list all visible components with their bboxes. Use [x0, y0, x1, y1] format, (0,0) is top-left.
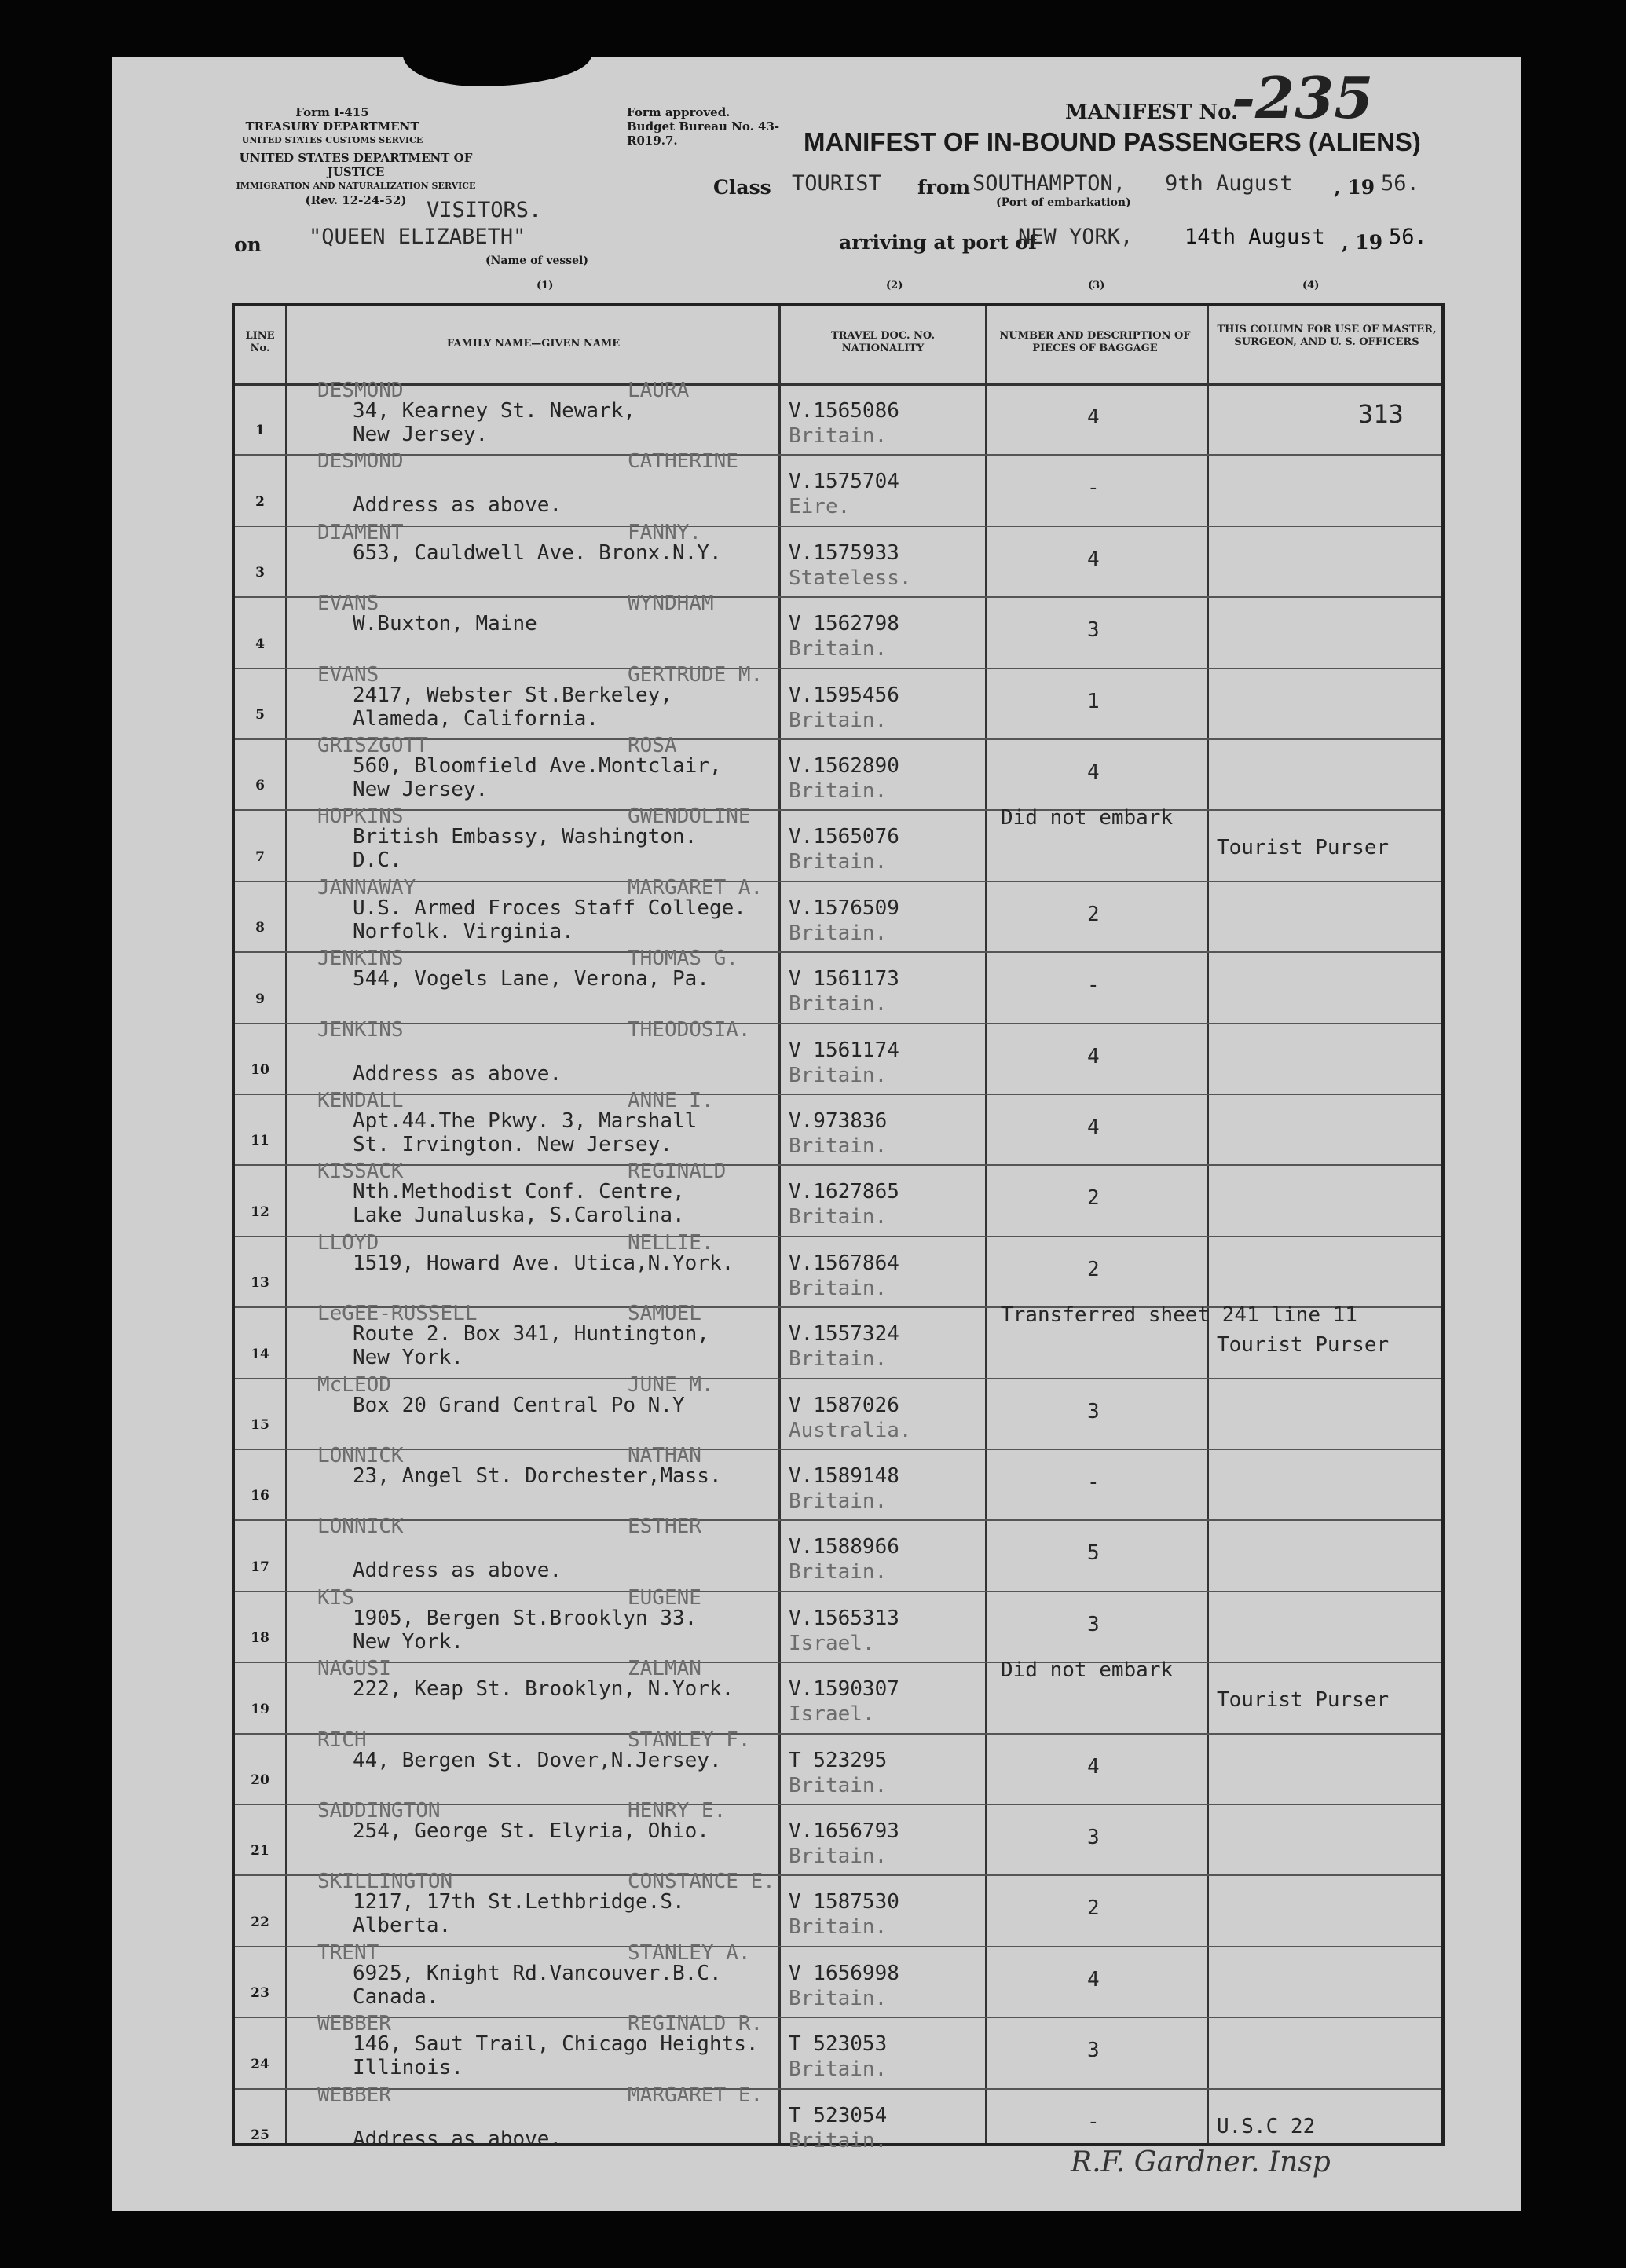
travel-doc-no: V.1565313	[789, 1606, 899, 1630]
line-number: 17	[251, 1559, 269, 1575]
nationality: Britain.	[789, 992, 888, 1017]
address-line-1: 34, Kearney St. Newark,	[353, 399, 636, 423]
line-number: 10	[251, 1061, 269, 1078]
visitors-note: VISITORS.	[427, 198, 542, 222]
family-name: NAGUSI	[317, 1657, 391, 1681]
baggage-count: 2	[1087, 1257, 1100, 1281]
address-line-1: 1217, 17th St.Lethbridge.S.	[353, 1890, 685, 1914]
line-number: 21	[251, 1843, 269, 1859]
baggage-count: 3	[1087, 1399, 1100, 1423]
header-baggage: NUMBER AND DESCRIPTION OF PIECES OF BAGGAGE	[999, 330, 1191, 354]
address-line-1: 544, Vogels Lane, Verona, Pa.	[353, 967, 709, 991]
family-name: DIAMENT	[317, 520, 404, 544]
given-name: REGINALD	[628, 1160, 727, 1184]
travel-doc-no: V.1575704	[789, 470, 899, 494]
line-number: 18	[251, 1630, 269, 1647]
baggage-count: 4	[1087, 760, 1100, 784]
table-row	[235, 947, 1441, 1024]
travel-doc-no: V.1567864	[789, 1251, 899, 1275]
arrival-year: 56.	[1389, 225, 1427, 249]
address-line-1: 653, Cauldwell Ave. Bronx.N.Y.	[353, 540, 722, 565]
address-line-1: W.Buxton, Maine	[353, 612, 537, 636]
table-row	[235, 662, 1441, 740]
family-name: DESMOND	[317, 379, 404, 402]
nationality: Britain.	[789, 1063, 888, 1087]
depart-year-prefix: , 19	[1334, 176, 1375, 199]
officer-note: U.S.C 22	[1217, 2114, 1316, 2138]
address-line-1: 23, Angel St. Dorchester,Mass.	[353, 1464, 722, 1488]
line-number: 23	[251, 1985, 269, 2002]
line-number: 19	[251, 1701, 269, 1717]
line-number: 25	[251, 2127, 269, 2143]
col-num-3: (3)	[1088, 280, 1105, 291]
baggage-count: 4	[1087, 1044, 1100, 1068]
baggage-count: Did not embark	[1001, 1658, 1174, 1683]
family-name: SADDINGTON	[317, 1799, 441, 1823]
family-name: LeGEE-RUSSELL	[317, 1302, 478, 1326]
table-row	[235, 520, 1441, 598]
table-row	[235, 1444, 1441, 1521]
arriving-label: arriving at port of	[839, 231, 1037, 254]
arrival-year-prefix: , 19	[1342, 231, 1383, 254]
table-row	[235, 1089, 1441, 1166]
baggage-count: 3	[1087, 2039, 1100, 2063]
officer-note: Tourist Purser	[1217, 1688, 1390, 1713]
address-line-1: Route 2. Box 341, Huntington,	[353, 1322, 709, 1347]
nationality: Britain.	[789, 779, 888, 803]
line-number: 20	[251, 1772, 269, 1788]
line-number: 24	[251, 2056, 269, 2072]
travel-doc-no: V.1595456	[789, 683, 899, 707]
given-name: ESTHER	[628, 1515, 701, 1539]
given-name: REGINALD R.	[628, 2012, 764, 2036]
line-number: 6	[255, 778, 265, 794]
baggage-count: Transferred sheet 241 line 11	[1001, 1303, 1357, 1328]
officer-note: 313	[1358, 399, 1404, 429]
nationality: Britain.	[789, 850, 888, 874]
line-number: 12	[251, 1204, 269, 1220]
travel-doc-no: T 523054	[789, 2103, 888, 2127]
family-name: JENKINS	[317, 947, 404, 971]
table-row	[235, 875, 1441, 953]
address-line-2: Address as above.	[353, 2127, 562, 2151]
given-name: MARGARET E.	[628, 2083, 764, 2107]
table-row	[235, 592, 1441, 669]
document-title: MANIFEST OF IN-BOUND PASSENGERS (ALIENS)	[804, 127, 1421, 156]
family-name: LLOYD	[317, 1230, 379, 1255]
baggage-count: -	[1087, 2109, 1100, 2134]
family-name: WEBBER	[317, 2012, 391, 2036]
table-row	[235, 2012, 1441, 2089]
nationality: Eire.	[789, 495, 851, 519]
travel-doc-no: V.1627865	[789, 1180, 899, 1204]
given-name: NATHAN	[628, 1444, 701, 1467]
nationality: Britain.	[789, 1986, 888, 2010]
vessel-note: (Name of vessel)	[485, 255, 588, 267]
address-line-1: 560, Bloomfield Ave.Montclair,	[353, 754, 722, 778]
line-number: 15	[251, 1416, 269, 1433]
line-number: 11	[251, 1133, 269, 1149]
nationality: Israel.	[789, 1631, 875, 1655]
address-line-2: Lake Junaluska, S.Carolina.	[353, 1204, 685, 1228]
line-number: 13	[251, 1275, 269, 1292]
baggage-count: 5	[1087, 1541, 1100, 1566]
header-officers: THIS COLUMN FOR USE OF MASTER, SURGEON, AND U. S. OFFICERS	[1217, 324, 1437, 348]
given-name: THOMAS G.	[628, 947, 738, 971]
arrival-date: 14th August	[1185, 225, 1325, 249]
table-row	[235, 449, 1441, 526]
nationality: Britain.	[789, 1845, 888, 1868]
family-name: KENDALL	[317, 1089, 404, 1112]
baggage-count: 2	[1087, 1896, 1100, 1921]
baggage-count: 3	[1087, 1612, 1100, 1636]
address-line-1: Box 20 Grand Central Po N.Y	[353, 1393, 685, 1417]
travel-doc-no: V.1590307	[789, 1677, 899, 1702]
form-number: Form I-415	[295, 105, 369, 119]
given-name: FANNY.	[628, 520, 701, 544]
line-number: 14	[251, 1346, 269, 1362]
address-line-1: Apt.44.The Pkwy. 3, Marshall	[353, 1109, 698, 1133]
address-line-2: Address as above.	[353, 1061, 562, 1086]
given-name: SAMUEL	[628, 1302, 701, 1326]
arrival-port: NEW YORK,	[1018, 225, 1133, 249]
family-name: McLEOD	[317, 1372, 391, 1397]
table-row	[235, 1728, 1441, 1805]
family-name: JENKINS	[317, 1017, 404, 1042]
address-line-1: 2417, Webster St.Berkeley,	[353, 683, 672, 707]
port-embark-note: (Port of embarkation)	[996, 196, 1131, 209]
torn-edge	[403, 55, 591, 86]
manifest-no-label: MANIFEST No.	[1065, 101, 1239, 124]
table-row	[235, 1799, 1441, 1876]
table-row	[235, 804, 1441, 881]
table-row	[235, 1230, 1441, 1308]
baggage-count: -	[1087, 476, 1100, 500]
given-name: ROSA	[628, 734, 677, 757]
dept-customs: UNITED STATES CUSTOMS SERVICE	[241, 135, 423, 145]
given-name: EUGENE	[628, 1585, 701, 1610]
class-value: TOURIST	[792, 171, 881, 196]
nationality: Britain.	[789, 1134, 888, 1158]
address-line-2: Alberta.	[353, 1914, 452, 1938]
nationality: Australia.	[789, 1418, 912, 1442]
travel-doc-no: V 1587026	[789, 1393, 899, 1417]
address-line-1: Nth.Methodist Conf. Centre,	[353, 1180, 685, 1204]
given-name: CATHERINE	[628, 449, 738, 474]
baggage-count: 2	[1087, 1186, 1100, 1211]
family-name: RICH	[317, 1728, 367, 1752]
nationality: Britain.	[789, 1915, 888, 1940]
travel-doc-no: V.1557324	[789, 1322, 899, 1347]
family-name: GRISZGOTT	[317, 734, 428, 757]
depart-date: 9th August	[1165, 171, 1293, 196]
address-line-1: 1905, Bergen St.Brooklyn 33.	[353, 1606, 698, 1630]
header-name: FAMILY NAME—GIVEN NAME	[446, 338, 621, 350]
travel-doc-no: V.1576509	[789, 896, 899, 920]
family-name: KISSACK	[317, 1160, 404, 1184]
family-name: TRENT	[317, 1940, 379, 1965]
signature-inspector: R.F. Gardner. Insp	[1071, 2146, 1331, 2178]
address-line-2: New Jersey.	[353, 778, 489, 801]
travel-doc-no: V 1656998	[789, 1961, 899, 1985]
family-name: EVANS	[317, 592, 379, 616]
address-line-2: New York.	[353, 1346, 463, 1370]
table-row	[235, 1302, 1441, 1379]
line-number: 8	[255, 920, 265, 936]
travel-doc-no: V.1565076	[789, 825, 899, 849]
nationality: Britain.	[789, 921, 888, 945]
table-row	[235, 1515, 1441, 1592]
given-name: STANLEY A.	[628, 1940, 751, 1965]
nationality: Israel.	[789, 1702, 875, 1727]
family-name: EVANS	[317, 662, 379, 687]
address-line-1: 44, Bergen St. Dover,N.Jersey.	[353, 1748, 722, 1772]
approved-text: Form approved.	[627, 105, 731, 119]
address-line-2: St. Irvington. New Jersey.	[353, 1133, 672, 1156]
table-row	[235, 1372, 1441, 1450]
table-row	[235, 379, 1441, 456]
manifest-table	[232, 303, 1445, 2153]
nationality: Britain.	[789, 2057, 888, 2082]
nationality: Britain.	[789, 424, 888, 448]
family-name: LONNICK	[317, 1444, 404, 1467]
family-name: HOPKINS	[317, 804, 404, 829]
travel-doc-no: V.1565086	[789, 399, 899, 423]
baggage-count: 4	[1087, 547, 1100, 571]
class-label: Class	[713, 176, 771, 199]
form-approved	[627, 105, 800, 148]
given-name: ANNE I.	[628, 1089, 714, 1112]
given-name: ZALMAN	[628, 1657, 701, 1681]
table-row	[235, 734, 1441, 811]
travel-doc-no: V.1588966	[789, 1535, 899, 1559]
travel-doc-no: V.1575933	[789, 540, 899, 565]
address-line-1: 146, Saut Trail, Chicago Heights.	[353, 2032, 759, 2057]
address-line-1: British Embassy, Washington.	[353, 825, 698, 849]
baggage-count: 1	[1087, 689, 1100, 713]
line-number: 1	[255, 423, 265, 439]
given-name: LAURA	[628, 379, 690, 402]
baggage-count: 3	[1087, 618, 1100, 643]
address-line-1: 222, Keap St. Brooklyn, N.York.	[353, 1677, 734, 1702]
line-number: 2	[255, 493, 265, 510]
given-name: MARGARET A.	[628, 875, 764, 900]
dept-treasury: TREASURY DEPARTMENT	[245, 119, 419, 134]
nationality: Britain.	[789, 1347, 888, 1372]
given-name: STANLEY F.	[628, 1728, 751, 1752]
travel-doc-no: V 1561173	[789, 967, 899, 991]
address-line-1: U.S. Armed Froces Staff College.	[353, 896, 746, 920]
address-line-2: New Jersey.	[353, 423, 489, 446]
line-number: 9	[255, 991, 265, 1007]
header-line-no: LINE No.	[245, 330, 275, 354]
address-line-2: New York.	[353, 1629, 463, 1654]
table-row	[235, 1870, 1441, 1947]
travel-doc-no: V 1561174	[789, 1038, 899, 1062]
family-name: KIS	[317, 1585, 354, 1610]
table-row	[235, 1017, 1441, 1095]
officer-note: Tourist Purser	[1217, 1333, 1390, 1358]
given-name: NELLIE.	[628, 1230, 714, 1255]
baggage-count: 4	[1087, 1967, 1100, 1991]
line-number: 16	[251, 1488, 269, 1504]
address-line-2: Address as above.	[353, 1559, 562, 1583]
baggage-count: -	[1087, 973, 1100, 998]
travel-doc-no: V.1656793	[789, 1819, 899, 1843]
dept-ins: IMMIGRATION AND NATURALIZATION SERVICE	[236, 181, 476, 191]
travel-doc-no: V.1589148	[789, 1464, 899, 1488]
line-number: 3	[255, 565, 265, 581]
address-line-1: 254, George St. Elyria, Ohio.	[353, 1819, 709, 1843]
travel-doc-no: V 1587530	[789, 1890, 899, 1914]
given-name: JUNE M.	[628, 1372, 714, 1397]
form-header-left	[230, 105, 434, 148]
from-label: from	[917, 176, 971, 199]
address-line-2: Norfolk. Virginia.	[353, 919, 574, 943]
travel-doc-no: V.1562890	[789, 754, 899, 778]
line-number: 4	[255, 636, 265, 652]
baggage-count: 4	[1087, 1754, 1100, 1779]
manifest-page	[112, 57, 1521, 2211]
travel-doc-no: V 1562798	[789, 612, 899, 636]
table-row	[235, 1657, 1441, 1734]
address-line-1: 1519, Howard Ave. Utica,N.York.	[353, 1251, 734, 1275]
travel-doc-no: T 523053	[789, 2032, 888, 2057]
embark-port: SOUTHAMPTON,	[972, 171, 1126, 196]
table-row	[235, 1585, 1441, 1663]
given-name: HENRY E.	[628, 1799, 727, 1823]
travel-doc-no: T 523295	[789, 1748, 888, 1772]
officer-note: Tourist Purser	[1217, 836, 1390, 860]
given-name: GERTRUDE M.	[628, 662, 764, 687]
address-line-2: D.C.	[353, 848, 402, 873]
baggage-count: 2	[1087, 902, 1100, 926]
depart-year: 56.	[1381, 171, 1419, 196]
address-line-2: Address as above.	[353, 493, 562, 518]
table-row	[235, 1940, 1441, 2018]
family-name: LONNICK	[317, 1515, 404, 1539]
nationality: Britain.	[789, 1560, 888, 1585]
nationality: Britain.	[789, 637, 888, 661]
given-name: CONSTANCE E.	[628, 1870, 775, 1894]
vessel-name: "QUEEN ELIZABETH"	[309, 225, 526, 249]
budget-text: Budget Bureau No. 43-R019.7.	[627, 119, 780, 148]
line-number: 5	[255, 706, 265, 723]
nationality: Britain.	[789, 1773, 888, 1797]
line-number: 7	[255, 848, 265, 865]
baggage-count: 3	[1087, 1826, 1100, 1849]
nationality: Britain.	[789, 2128, 888, 2153]
nationality: Britain.	[789, 708, 888, 732]
header-travel: TRAVEL DOC. NO. NATIONALITY	[830, 330, 936, 354]
dept-justice: UNITED STATES DEPARTMENT OF JUSTICE	[239, 151, 473, 179]
given-name: THEODOSIA.	[628, 1017, 751, 1042]
nationality: Britain.	[789, 1489, 888, 1513]
baggage-count: -	[1087, 1471, 1100, 1494]
on-label: on	[234, 233, 262, 256]
col-num-2: (2)	[886, 280, 903, 291]
manifest-number: -235	[1232, 64, 1374, 131]
revision: (Rev. 12-24-52)	[305, 193, 407, 207]
family-name: DESMOND	[317, 449, 404, 474]
family-name: SKILLINGTON	[317, 1870, 453, 1894]
given-name: GWENDOLINE	[628, 804, 751, 829]
address-line-2: Illinois.	[353, 2056, 463, 2080]
given-name: WYNDHAM	[628, 592, 714, 616]
baggage-count: Did not embark	[1001, 806, 1174, 830]
nationality: Stateless.	[789, 566, 912, 590]
travel-doc-no: V.973836	[789, 1109, 888, 1133]
baggage-count: 4	[1087, 405, 1100, 429]
line-number: 22	[251, 1914, 269, 1930]
col-num-1: (1)	[537, 280, 554, 291]
nationality: Britain.	[789, 1205, 888, 1229]
address-line-1: 6925, Knight Rd.Vancouver.B.C.	[353, 1961, 722, 1985]
nationality: Britain.	[789, 1276, 888, 1300]
col-num-4: (4)	[1302, 280, 1320, 291]
address-line-2: Alameda, California.	[353, 706, 599, 731]
family-name: JANNAWAY	[317, 875, 416, 900]
table-row	[235, 1160, 1441, 1237]
address-line-2: Canada.	[353, 1984, 439, 2009]
baggage-count: 4	[1087, 1116, 1100, 1139]
family-name: WEBBER	[317, 2083, 391, 2107]
